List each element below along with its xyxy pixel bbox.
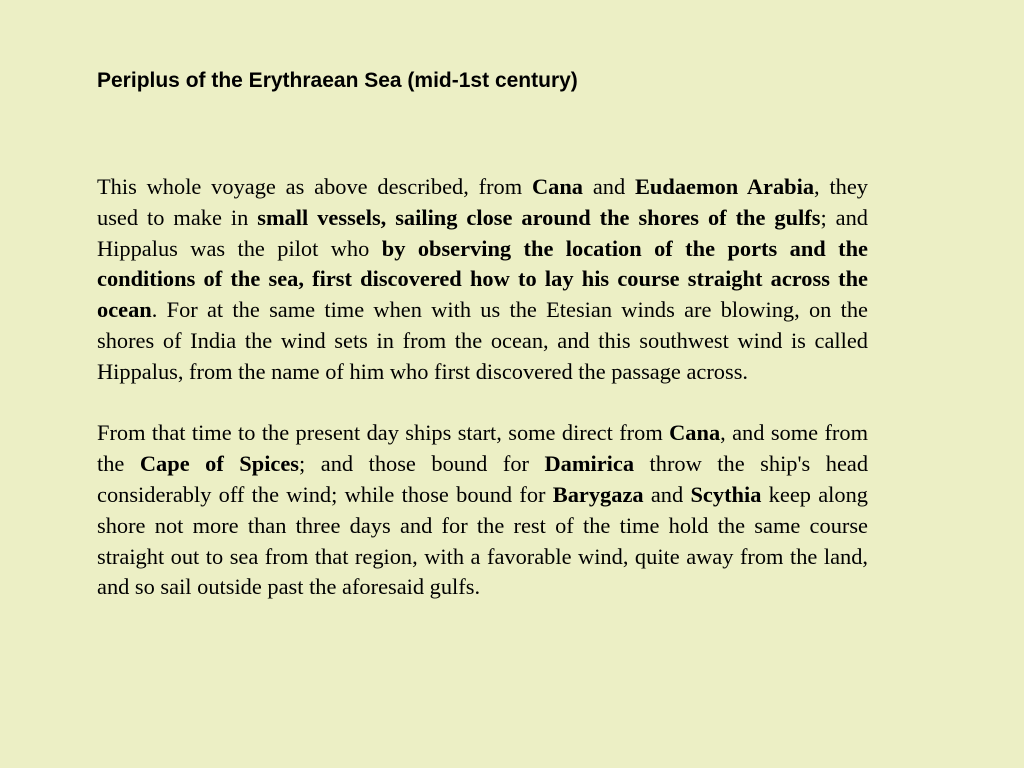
paragraph-1 <box>97 172 868 388</box>
text-segment: , they used to make in <box>97 174 869 230</box>
emphasis-small-vessels: small vessels, sailing close around the shores of the gulfs <box>257 204 821 230</box>
slide-title: Periplus of the Erythraean Sea (mid-1st century) <box>97 69 578 92</box>
place-name-cana: Cana <box>669 420 721 446</box>
text-segment: This whole voyage as above described, from <box>97 174 532 199</box>
text-segment: keep along shore not more than three days and for the rest of the time hold the same course straight out to sea from that region, with a favorable wind, quite away from the land, and so sail outside past the aforesaid gulfs. <box>97 481 868 600</box>
place-name-cana: Cana <box>531 174 583 199</box>
text-segment: ; and those bound for <box>299 451 545 477</box>
text-segment: ; and Hippalus was the pilot who <box>97 204 868 261</box>
text-segment: and <box>583 174 635 199</box>
place-name-cape-of-spices: Cape of Spices <box>139 451 300 477</box>
emphasis-hippalus-discovery: by observing the location of the ports and the conditions of the sea, first discovered how to lay his course straight across the ocean <box>97 235 868 323</box>
place-name-scythia: Scythia <box>690 481 762 507</box>
slide-body <box>97 172 868 603</box>
text-segment: From that time to the present day ships start, some direct from <box>97 420 670 446</box>
place-name-barygaza: Barygaza <box>552 481 644 507</box>
paragraph-2 <box>97 418 868 603</box>
text-segment: , and some from the <box>97 420 868 477</box>
text-segment: and <box>643 481 691 507</box>
place-name-eudaemon-arabia: Eudaemon Arabia <box>634 174 815 199</box>
text-segment: . For at the same time when with us the Etesian winds are blowing, on the shores of India the wind sets in from the ocean, and this southwest wind is called Hippalus, from the name of him who first discovered the passage across. <box>97 297 868 384</box>
place-name-damirica: Damirica <box>544 451 635 477</box>
text-segment: throw the ship's head considerably off the wind; while those bound for <box>97 451 869 507</box>
